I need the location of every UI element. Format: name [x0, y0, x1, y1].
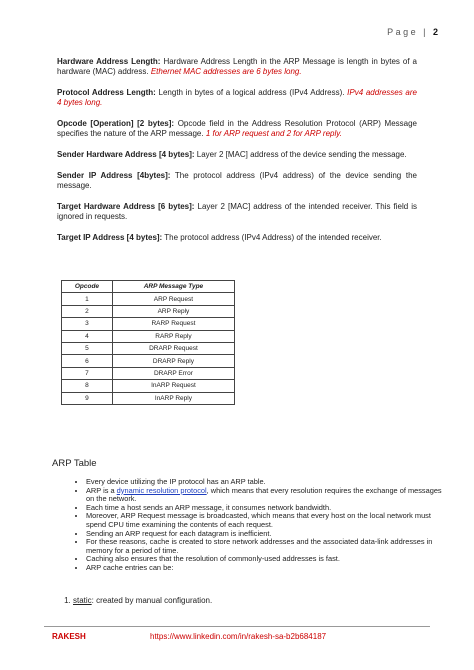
- field-note: Ethernet MAC addresses are 6 bytes long.: [150, 67, 302, 76]
- field-sender-hardware-address: [57, 150, 417, 160]
- column-header-message-type: ARP Message Type: [112, 281, 234, 293]
- cache-entry-types: [58, 596, 212, 605]
- footer-linkedin-url[interactable]: https://www.linkedin.com/in/rakesh-sa-b2b684187: [150, 632, 327, 641]
- table-row: [62, 392, 235, 404]
- list-item: [86, 487, 450, 504]
- table-cell: 5: [62, 342, 113, 354]
- arp-table-bullets: [58, 478, 450, 573]
- table-cell: RARP Reply: [112, 330, 234, 342]
- list-item: [73, 596, 212, 605]
- table-cell: RARP Request: [112, 318, 234, 330]
- table-cell: 7: [62, 367, 113, 379]
- field-note: IPv4 addresses are 4 bytes long.: [57, 88, 417, 107]
- field-text: Hardware Address Length in the ARP Message is length in bytes of a hardware (MAC) address.: [57, 57, 417, 76]
- field-text: Layer 2 [MAC] address of the intended receiver. This field is ignored in requests.: [57, 202, 417, 221]
- cache-type-term: static: [73, 596, 92, 605]
- table-cell: 4: [62, 330, 113, 342]
- field-label: Sender Hardware Address [4 bytes]:: [57, 150, 195, 159]
- arp-table-heading: ARP Table: [52, 458, 97, 469]
- field-label: Target Hardware Address [6 bytes]:: [57, 202, 195, 211]
- column-header-opcode: Opcode: [62, 281, 113, 293]
- table-cell: ARP Reply: [112, 305, 234, 317]
- list-item: • Sending an ARP request for each datagram is inefficient.: [86, 530, 450, 539]
- field-label: Hardware Address Length:: [57, 57, 161, 66]
- field-label: Opcode [Operation] [2 bytes]:: [57, 119, 175, 128]
- list-item: • Every device utilizing the IP protocol has an ARP table.: [86, 478, 450, 487]
- field-text: The protocol address (IPv4 Address) of the intended receiver.: [162, 233, 382, 242]
- field-note: 1 for ARP request and 2 for ARP reply.: [205, 129, 342, 138]
- field-label: Target IP Address [4 bytes]:: [57, 233, 163, 242]
- list-item-text: ARP is a: [86, 485, 117, 495]
- field-label: Protocol Address Length:: [57, 88, 156, 97]
- table-row: [62, 367, 235, 379]
- field-text: The protocol address (IPv4 address) of the device sending the message.: [57, 171, 417, 190]
- table-cell: 1: [62, 293, 113, 305]
- table-cell: 9: [62, 392, 113, 404]
- field-sender-ip-address: [57, 171, 417, 191]
- field-target-hardware-address: [57, 202, 417, 222]
- table-cell: 6: [62, 355, 113, 367]
- table-row: [62, 318, 235, 330]
- field-text: Layer 2 [MAC] address of the device sending the message.: [194, 150, 407, 159]
- list-item: • Each time a host sends an ARP message, it consumes network bandwidth.: [86, 504, 450, 513]
- field-hardware-address-length: [57, 57, 417, 77]
- dynamic-resolution-protocol-link[interactable]: dynamic resolution protocol: [116, 485, 207, 495]
- table-row: [62, 330, 235, 342]
- page-label: Page |: [387, 27, 428, 37]
- opcode-table: [61, 280, 235, 405]
- list-item-text: , which means that every resolution requires the exchange of messages on the network.: [86, 485, 442, 504]
- table-cell: 2: [62, 305, 113, 317]
- field-opcode: [57, 119, 417, 139]
- field-target-ip-address: [57, 233, 417, 243]
- table-cell: DRARP Error: [112, 367, 234, 379]
- table-row: [62, 305, 235, 317]
- field-protocol-address-length: [57, 88, 417, 108]
- field-descriptions: [57, 57, 417, 254]
- cache-type-desc: : created by manual configuration.: [91, 596, 213, 605]
- table-row: [62, 293, 235, 305]
- table-cell: DRARP Request: [112, 342, 234, 354]
- table-cell: 3: [62, 318, 113, 330]
- table-cell: 8: [62, 380, 113, 392]
- field-label: Sender IP Address [4bytes]:: [57, 171, 171, 180]
- table-cell: InARP Reply: [112, 392, 234, 404]
- list-item: • Caching also ensures that the resolution of commonly-used addresses is fast.: [86, 555, 450, 564]
- table-row: [62, 380, 235, 392]
- page-number: 2: [432, 27, 438, 37]
- footer-divider: [44, 626, 430, 627]
- field-text: Length in bytes of a logical address (IPv4 Address).: [155, 88, 348, 97]
- footer-author: RAKESH: [52, 632, 86, 641]
- table-row: [62, 355, 235, 367]
- table-header-row: [62, 281, 235, 293]
- table-cell: ARP Request: [112, 293, 234, 305]
- table-cell: DRARP Reply: [112, 355, 234, 367]
- list-item: • For these reasons, cache is created to store network addresses and the associated data-link addresses in memory for a period of time.: [86, 538, 450, 555]
- table-cell: InARP Request: [112, 380, 234, 392]
- table-row: [62, 342, 235, 354]
- page-header: [387, 27, 438, 37]
- list-item: • ARP cache entries can be:: [86, 564, 450, 573]
- list-item: • Moreover, ARP Request message is broadcasted, which means that every host on the local network must spend CPU time examining the contents of each request.: [86, 512, 450, 529]
- field-text: Opcode field in the Address Resolution Protocol (ARP) Message specifies the nature of the ARP message.: [57, 119, 417, 138]
